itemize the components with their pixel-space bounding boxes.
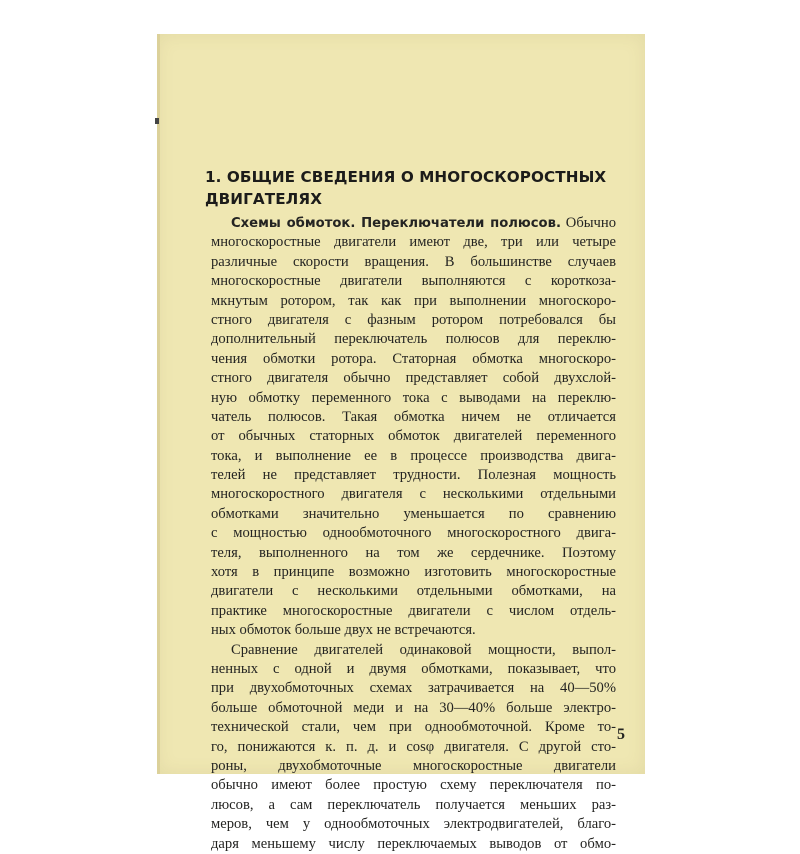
text-line: го, понижаются к. п. д. и cosφ двигателя. С другой сто-	[211, 738, 616, 755]
text-line: мкнутым ротором, так как при выполнении многоскоро-	[211, 292, 616, 309]
text-line: различные скорости вращения. В большинстве случаев	[211, 253, 616, 270]
text-line: ненных с одной и двумя обмотками, показывает, что	[211, 660, 616, 677]
text-line: чения обмотки ротора. Статорная обмотка многоскоро-	[211, 350, 616, 367]
text-line: люсов, а сам переключатель получается меньших раз-	[211, 796, 616, 813]
margin-mark	[155, 118, 159, 124]
text-line: даря меньшему числу переключаемых выводов от обмо-	[211, 835, 616, 852]
text-line: технической стали, чем при однообмоточной. Кроме то-	[211, 719, 616, 736]
page-binding-edge	[157, 34, 160, 774]
text-line: с мощностью однообмоточного многоскоростного двига-	[211, 525, 616, 542]
heading-line: 1. ОБЩИЕ СВЕДЕНИЯ О МНОГОСКОРОСТНЫХ	[205, 168, 607, 186]
body-text	[211, 214, 616, 854]
section-heading	[205, 166, 625, 210]
text-line: тока, и выполнение ее в процессе производства двига-	[211, 447, 616, 464]
text-line: ных обмоток больше двух не встречаются.	[211, 622, 476, 639]
text-line: меров, чем у однообмоточных электродвигателей, благо-	[211, 816, 616, 833]
text-line: стного двигателя с фазным ротором потребовался бы	[211, 311, 616, 328]
text-line: ную обмотку переменного тока с выводами на переклю-	[211, 389, 616, 406]
text-line: Сравнение двигателей одинаковой мощности, выпол-	[231, 641, 616, 658]
run-in-heading: Схемы обмоток. Переключатели полюсов.	[231, 216, 561, 231]
text-line: хотя в принципе возможно изготовить многоскоростные	[211, 564, 616, 581]
text-line: многоскоростные двигатели выполняются с короткоза-	[211, 273, 616, 290]
text-line: многоскоростного двигателя с несколькими отдельными	[211, 486, 616, 503]
text-line: обмотками значительно уменьшается по сравнению	[211, 505, 616, 522]
text-line: многоскоростные двигатели имеют две, три или четыре	[211, 234, 616, 251]
text-line: двигатели с несколькими отдельными обмотками, на	[211, 583, 616, 600]
page-number: 5	[617, 726, 625, 743]
text-line: Обычно	[560, 215, 616, 231]
text-line: стного двигателя обычно представляет собой двухслой-	[211, 370, 616, 387]
text-line: при двухобмоточных схемах затрачивается на 40—50%	[211, 680, 616, 697]
text-line: роны, двухобмоточные многоскоростные двигатели	[211, 757, 616, 774]
paragraph-1-first-line	[211, 214, 616, 233]
heading-line: ДВИГАТЕЛЯХ	[205, 190, 322, 208]
text-line: теля, выполненного на том же сердечнике. Поэтому	[211, 544, 616, 561]
text-line: от обычных статорных обмоток двигателей переменного	[211, 428, 616, 445]
text-line: телей не представляет трудности. Полезная мощность	[211, 467, 616, 484]
book-page	[157, 34, 645, 852]
text-line: обычно имеют более простую схему переключателя по-	[211, 777, 616, 794]
text-line: чатель полюсов. Такая обмотка ничем не отличается	[211, 408, 616, 425]
text-line: практике многоскоростные двигатели с числом отдель-	[211, 602, 616, 619]
text-line: больше обмоточной меди и на 30—40% больше электро-	[211, 699, 616, 716]
text-line: дополнительный переключатель полюсов для переклю-	[211, 331, 616, 348]
